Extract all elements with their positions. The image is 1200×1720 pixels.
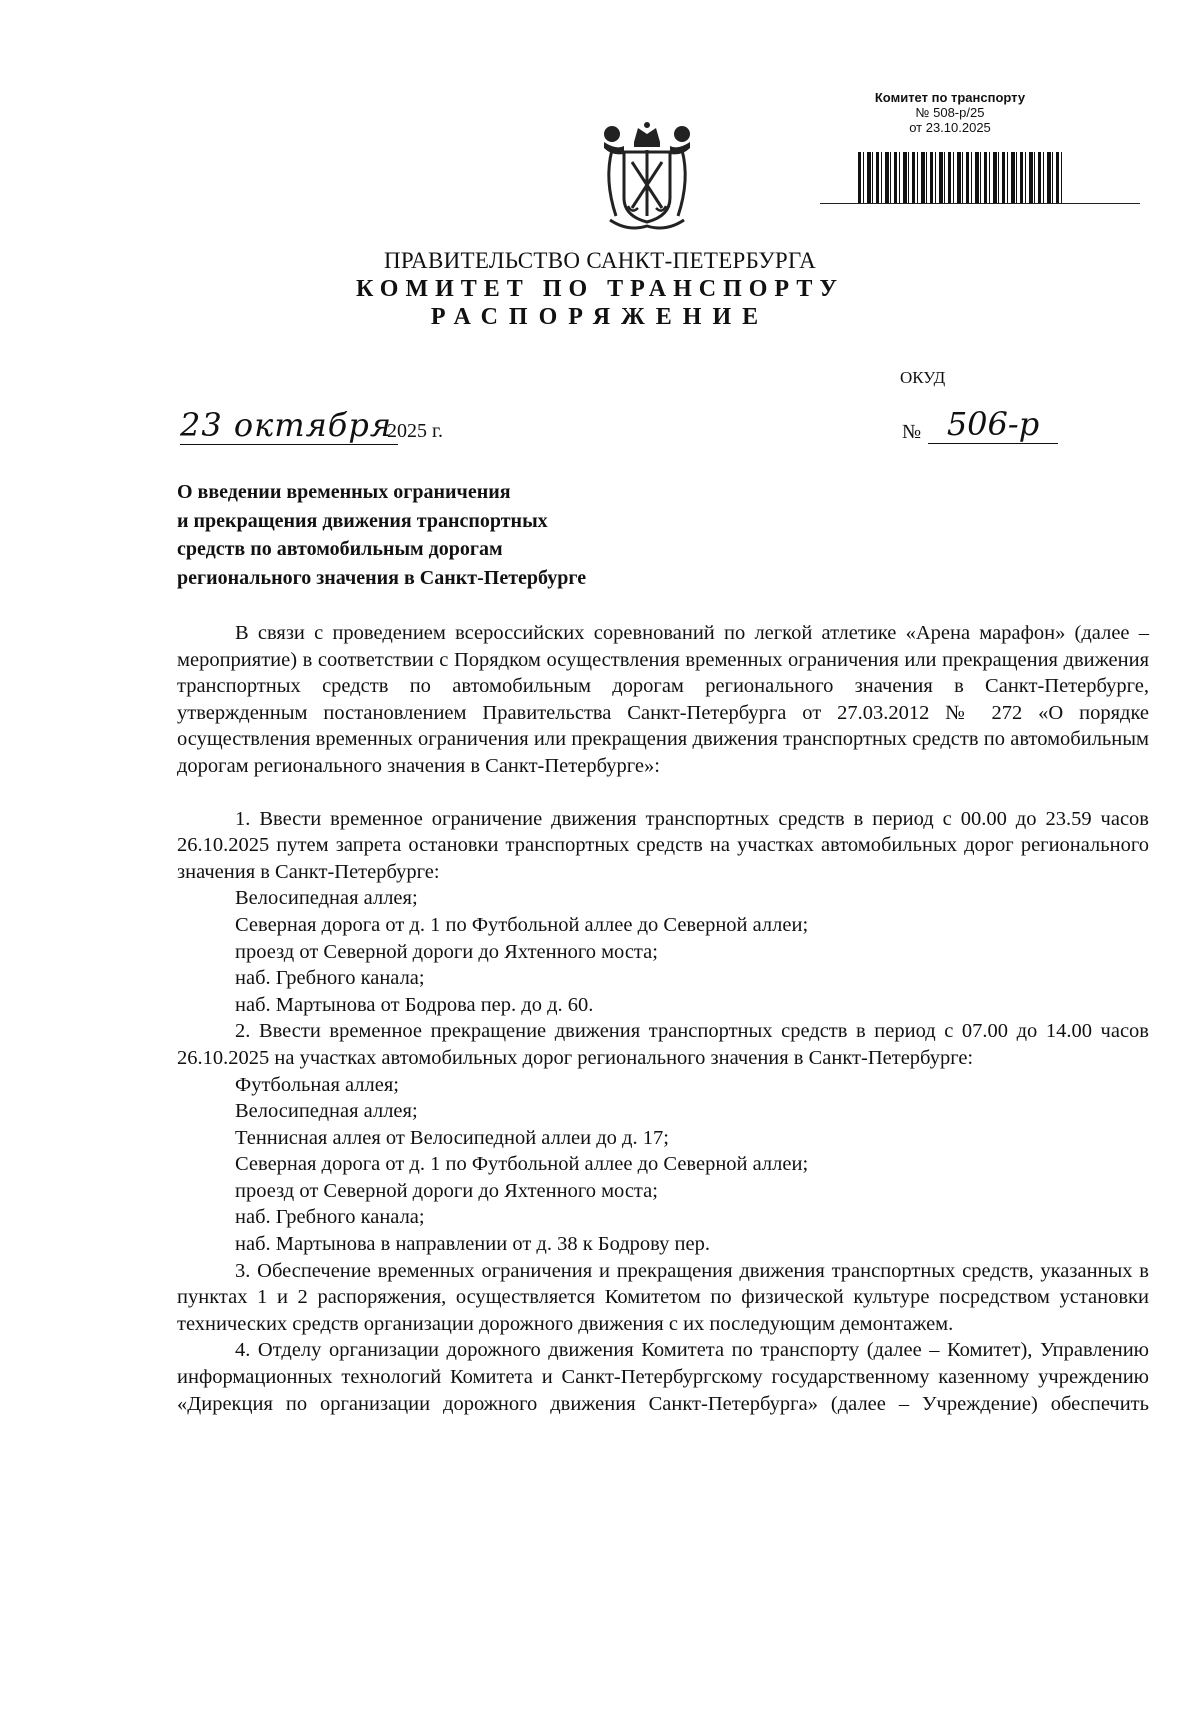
committee-title: КОМИТЕТ ПО ТРАНСПОРТУ [356,276,844,302]
point-2-item: Велосипедная аллея; [235,1100,418,1123]
point-2-item: Футбольная аллея; [235,1073,399,1096]
subject-line: средств по автомобильным дорогам [177,538,503,560]
stamp-underline [820,203,1140,204]
subject-line: и прекращения движения транспортных [177,509,548,532]
document-subject [177,478,737,592]
stamp-number: № 508-р/25 [915,105,985,120]
point-1-item: Велосипедная аллея; [235,887,418,910]
stamp-date: от 23.10.2025 [909,120,991,135]
point-2-item: наб. Мартынова в направлении от д. 38 к Бодрову пер. [235,1233,710,1256]
point-1: 1. Ввести временное ограничение движения транспортных средств в период с 00.00 до 23.59 часов 26.10.2025 путем запрета остановки транспортных средств на участках автомобильных дорог регионального значения в Санкт-Петербурге: [177,807,1149,883]
stamp-org: Комитет по транспорту [874,90,1026,105]
document-date [180,408,490,448]
point-1-item: наб. Мартынова от Бодрова пер. до д. 60. [235,993,594,1016]
date-handwritten: 23 октября [180,406,398,445]
okud-label: ОКУД [900,368,946,387]
number-handwritten: 506-р [928,405,1058,444]
point-3: 3. Обеспечение временных ограничения и прекращения движения транспортных средств, указанных в пунктах 1 и 2 распоряжения, осуществляется Комитетом по физической культуре посредством установки технических средств организации дорожного движения с их последующим демонтажем. [177,1259,1149,1335]
point-2: 2. Ввести временное прекращение движения транспортных средств в период с 07.00 до 14.00 часов 26.10.2025 на участках автомобильных дорог регионального значения в Санкт-Петербурге: [177,1020,1149,1069]
point-1-item: проезд от Северной дороги до Яхтенного моста; [235,940,658,963]
subject-line: О введении временных ограничения [177,481,511,503]
document-number [902,405,1072,447]
point-1-item: Северная дорога от д. 1 по Футбольной аллее до Северной аллеи; [235,913,809,936]
subject-line: регионального значения в Санкт-Петербурге [177,566,587,589]
coat-of-arms-icon [598,120,696,234]
point-2-item: наб. Гребного канала; [235,1206,425,1229]
point-2-item: проезд от Северной дороги до Яхтенного моста; [235,1179,658,1202]
point-2-item: Северная дорога от д. 1 по Футбольной аллее до Северной аллеи; [235,1153,809,1176]
number-sign: № [902,421,922,443]
document-body [177,620,1149,1417]
preamble: В связи с проведением всероссийских соревнований по легкой атлетике «Арена марафон» (далее – мероприятие) в соответствии с Порядком осуществления временных ограничения или прекращения движения транспортных средств по автомобильным дорогам регионального значения в Санкт-Петербурге, утвержденным постановлением Правительства Санкт-Петербурга от 27.03.2012 № 272 «О порядке осуществления временных ограничения или прекращения движения транспортных средств по автомобильным дорогам регионального значения в Санкт-Петербурге»: [177,622,1149,777]
barcode [858,152,1062,204]
point-2-item: Теннисная аллея от Велосипедной аллеи до д. 17; [235,1126,669,1149]
government-title: ПРАВИТЕЛЬСТВО САНКТ-ПЕТЕРБУРГА [383,248,817,273]
point-4: 4. Отделу организации дорожного движения Комитета по транспорту (далее – Комитет), Управлению информационных технологий Комитета и Санкт-Петербургскому государственному казенному учреждению «Дирекция по организации дорожного движения Санкт-Петербурга» (далее – Учреждение) обеспечить [177,1339,1149,1415]
document-type: РАСПОРЯЖЕНИЕ [430,304,770,330]
date-year: 2025 г. [387,420,443,442]
point-1-item: наб. Гребного канала; [235,967,425,990]
registration-stamp [850,90,1050,135]
